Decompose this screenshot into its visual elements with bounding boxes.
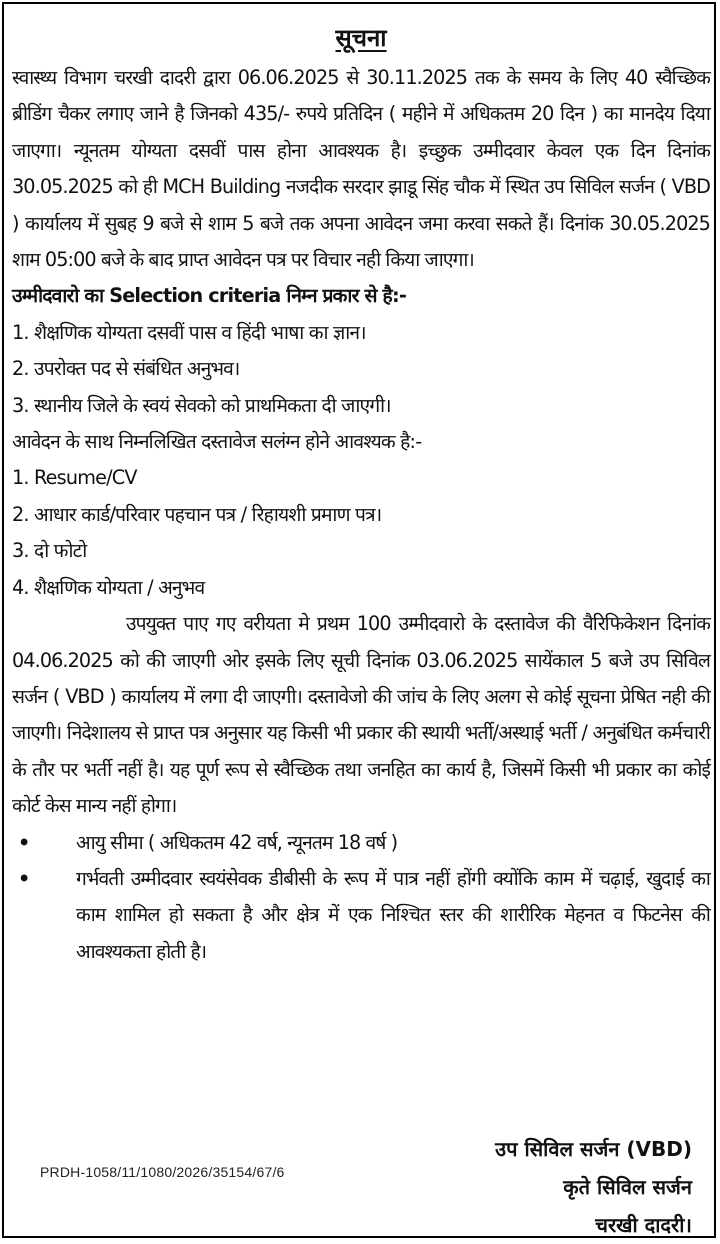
document-item: 4. शैक्षणिक योग्यता / अनुभव bbox=[12, 575, 205, 599]
documents-heading: आवेदन के साथ निम्नलिखित दस्तावेज सलंग्न होने आवश्यक है:- bbox=[12, 430, 422, 454]
signature-on-behalf: कृते सिविल सर्जन bbox=[563, 1175, 692, 1199]
verification-paragraph: उपयुक्त पाए गए वरीयता मे प्रथम 100 उम्मीदवारो के दस्तावेज की वैरिफिकेशन दिनांक 04.06.2025 को की जाएगी ओर इसके लिए सूची दिनांक 03.06.2025 सायेंकाल 5 बजे उप सिविल सर्जन ( VBD ) कार्यालय में लगा दी जाएगी। दस्तावेजो की जांच के लिए अलग से कोई सूचना प्रेषित नही की जाएगी। निदेशालय से प्राप्त पत्र अनुसार यह किसी भी प्रकार की स्थायी भर्ती/अस्थाई भर्ती / अनुबंधित कर्मचारी के तौर पर भर्ती नहीं है। यह पूर्ण रूप से स्वैच्छिक तथा जनहित का कार्य है, जिसमें किसी भी प्रकार का कोई कोर्ट केस मान्य नहीं होगा। bbox=[12, 612, 710, 818]
signature-block bbox=[495, 1130, 692, 1244]
condition-text: गर्भवती उम्मीदवार स्वयंसेवक डीबीसी के रूप में पात्र नहीं होंगी क्योंकि काम में चढ़ाई, खुदाई का काम शामिल हो सकता है और क्षेत्र में एक निश्चित स्तर की शारीरिक मेहनत व फिटनेस की आवश्यकता होती है। bbox=[76, 866, 710, 963]
criteria-item: 1. शैक्षणिक योग्यता दसवीं पास व हिंदी भाषा का ज्ञान। bbox=[12, 320, 366, 344]
condition-text: आयु सीमा ( अधिकतम 42 वर्ष, न्यूनतम 18 वर्ष ) bbox=[76, 830, 398, 854]
document-item: 1. Resume/CV bbox=[12, 466, 137, 490]
document-item: 2. आधार कार्ड/परिवार पहचान पत्र / रिहायशी प्रमाण पत्र। bbox=[12, 502, 382, 526]
criteria-item: 2. उपरोक्त पद से संबंधित अनुभव। bbox=[12, 357, 240, 381]
criteria-item: 3. स्थानीय जिले के स्वयं सेवको को प्राथमिकता दी जाएगी। bbox=[12, 393, 391, 417]
condition-item bbox=[12, 825, 710, 861]
notice-frame bbox=[2, 2, 716, 1238]
document-item: 3. दो फोटो bbox=[12, 539, 87, 563]
signature-designation: उप सिविल सर्जन (VBD) bbox=[495, 1137, 692, 1161]
bullet-icon: • bbox=[18, 866, 30, 890]
notice-title-text: सूचना bbox=[335, 24, 387, 52]
condition-item bbox=[12, 861, 710, 970]
signature-location: चरखी दादरी। bbox=[595, 1213, 692, 1237]
notice-title bbox=[12, 20, 710, 56]
reference-code: PRDH-1058/11/1080/2026/35154/67/6 bbox=[40, 1164, 285, 1180]
bullet-icon: • bbox=[18, 830, 30, 854]
criteria-heading: उम्मीदवारो का Selection criteria निम्न प्रकार से है:- bbox=[12, 284, 406, 308]
intro-paragraph: स्वास्थ्य विभाग चरखी दादरी द्वारा 06.06.2025 से 30.11.2025 तक के समय के लिए 40 स्वैच्छिक ब्रीडिंग चैकर लगाए जाने है जिनको 435/- रुपये प्रतिदिन ( महीने में अधिकतम 20 दिन ) का मानदेय दिया जाएगा। न्यूनतम योग्यता दसवीं पास होना आवश्यक है। इच्छुक उम्मीदवार केवल एक दिन दिनांक 30.05.2025 को ही MCH Building नजदीक सरदार झाडू सिंह चौक में स्थित उप सिविल सर्जन ( VBD ) कार्यालय में सुबह 9 बजे से शाम 5 बजे तक अपना आवेदन जमा करवा सकते हैं। दिनांक 30.05.2025 शाम 05:00 बजे के बाद प्राप्त आवेदन पत्र पर विचार नही किया जाएगा। bbox=[12, 66, 710, 272]
notice-body bbox=[12, 20, 710, 970]
conditions-list bbox=[12, 825, 710, 971]
